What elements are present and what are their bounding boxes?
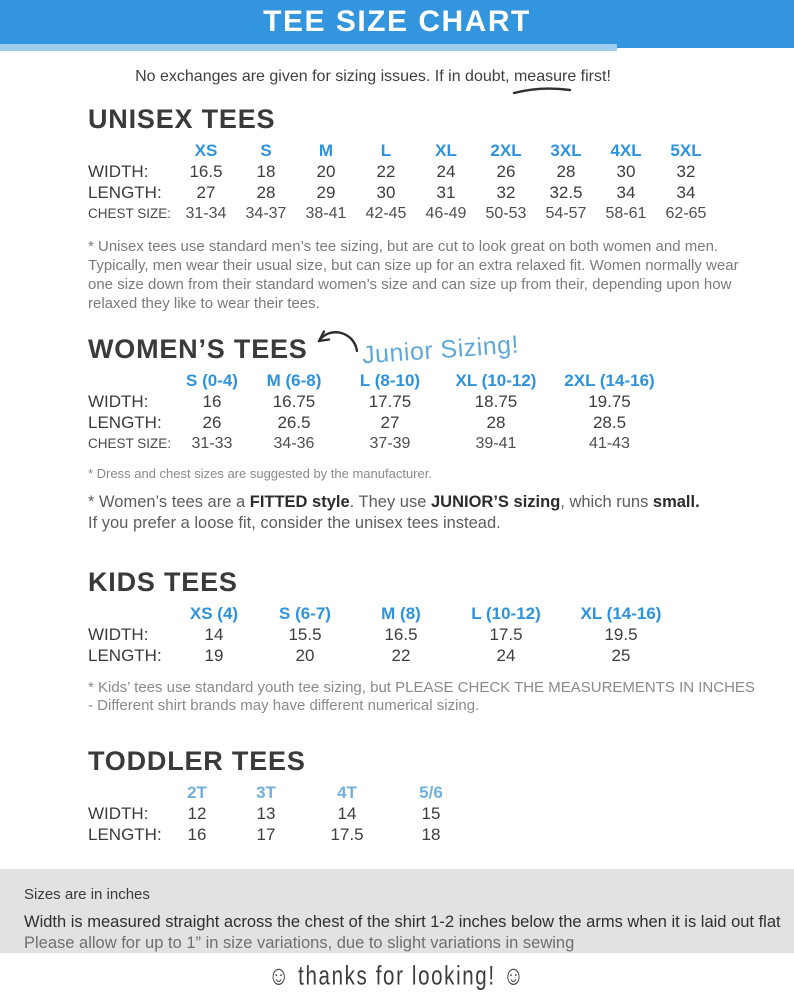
size-value-cell: 17.75 [368, 392, 412, 411]
unisex-section [88, 104, 794, 313]
size-value-cell: 58-61 [605, 205, 647, 222]
note-line: - Different shirt brands may have different numerical sizing. [88, 697, 480, 714]
size-value-cell: 16 [202, 392, 222, 411]
size-value-cell: 22 [376, 162, 396, 181]
size-value-cell: 25 [611, 646, 631, 665]
note-text: , which runs [560, 493, 653, 511]
column-header: XL [435, 141, 457, 160]
column-header: 4T [337, 783, 357, 802]
kids-note [88, 679, 794, 715]
size-value-cell: 32.5 [549, 183, 583, 202]
size-row [88, 391, 667, 412]
womens-size-table [88, 370, 667, 454]
column-header: 5/6 [419, 783, 443, 802]
accent-strip-left [0, 44, 617, 51]
size-value-cell: 42-45 [365, 205, 407, 222]
size-value-cell: 28 [486, 413, 506, 432]
chart-content [0, 104, 794, 845]
size-value-cell: 32 [496, 183, 516, 202]
column-header: 2XL [490, 141, 522, 160]
note-text: If you prefer a loose fit, consider the unisex tees instead. [88, 514, 501, 532]
size-value-cell: 20 [295, 646, 315, 665]
underline-swoosh-icon [511, 86, 573, 95]
size-value-cell: 22 [391, 646, 411, 665]
kids-section-title: KIDS TEES [88, 567, 238, 597]
column-header-row [88, 603, 674, 624]
notice-emphasis [514, 68, 576, 86]
size-row [88, 645, 674, 666]
size-value-cell: 34-37 [245, 205, 287, 222]
row-label: LENGTH: [88, 825, 162, 844]
size-value-cell: 28 [556, 162, 576, 181]
womens-heading-row [88, 330, 794, 370]
note-bold-text: JUNIOR’S sizing [431, 493, 561, 511]
column-header: M (6-8) [266, 371, 322, 390]
note-line: one size down from their standard women’s size and can size up from their, depending upon how [88, 276, 732, 293]
corner-cell [88, 782, 168, 803]
size-value-cell: 19 [204, 646, 224, 665]
column-header-row [88, 370, 667, 391]
size-value-cell: 17 [256, 825, 276, 844]
thanks-message [0, 962, 794, 991]
kids-section [88, 567, 794, 715]
note-line: relaxed they like to wear their tees. [88, 295, 320, 312]
womens-section [88, 330, 794, 534]
size-value-cell: 24 [496, 646, 516, 665]
row-label: LENGTH: [88, 183, 162, 202]
size-value-cell: 38-41 [305, 205, 347, 222]
size-value-cell: 18 [421, 825, 441, 844]
size-value-cell: 18 [256, 162, 276, 181]
column-header-row [88, 140, 716, 161]
corner-cell [88, 140, 176, 161]
column-header: 3XL [550, 141, 582, 160]
column-header: 5XL [670, 141, 702, 160]
header-accent-strip [0, 44, 794, 52]
size-value-cell: 12 [187, 804, 207, 823]
note-bold-text: FITTED style [249, 493, 350, 511]
size-value-cell: 62-65 [665, 205, 707, 222]
notice-suffix: first! [576, 68, 611, 85]
note-line: * Kids’ tees use standard youth tee sizing, but PLEASE CHECK THE MEASUREMENTS IN INCHES [88, 679, 755, 696]
size-value-cell: 31 [436, 183, 456, 202]
size-value-cell: 26 [496, 162, 516, 181]
size-value-cell: 14 [337, 804, 357, 823]
size-value-cell: 16.5 [189, 162, 223, 181]
size-value-cell: 17.5 [330, 825, 364, 844]
thanks-text: ☺ thanks for looking! ☺ [268, 960, 526, 992]
footer-line: Width is measured straight across the chest of the shirt 1-2 inches below the arms when it is laid out flat [24, 913, 781, 931]
note-text: . They use [349, 493, 431, 511]
size-value-cell: 15 [421, 804, 441, 823]
row-label: CHEST SIZE: [88, 436, 172, 451]
size-value-cell: 31-34 [185, 205, 227, 222]
row-label: WIDTH: [88, 162, 149, 181]
size-row [88, 182, 716, 203]
column-header: M [318, 141, 334, 160]
column-header: 2T [187, 783, 207, 802]
size-value-cell: 29 [316, 183, 336, 202]
column-header: 2XL (14-16) [564, 371, 655, 390]
column-header: XS (4) [189, 604, 239, 623]
size-value-cell: 27 [380, 413, 400, 432]
junior-sizing-annotation: Junior Sizing! [360, 330, 520, 370]
size-value-cell: 46-49 [425, 205, 467, 222]
size-row [88, 824, 474, 845]
size-value-cell: 19.75 [588, 392, 631, 411]
header-bar [0, 0, 794, 44]
size-value-cell: 50-53 [485, 205, 527, 222]
footer-line: Sizes are in inches [24, 886, 150, 903]
footer-line: Please allow for up to 1” in size variations, due to slight variations in sewing [24, 934, 575, 952]
size-value-cell: 37-39 [369, 435, 411, 452]
column-header: S [260, 141, 272, 160]
size-value-cell: 27 [196, 183, 216, 202]
size-value-cell: 16.75 [272, 392, 316, 411]
womens-section-title: WOMEN’S TEES [88, 334, 308, 364]
column-header: 3T [256, 783, 276, 802]
size-value-cell: 28 [256, 183, 276, 202]
toddler-section-title: TODDLER TEES [88, 746, 306, 776]
size-value-cell: 30 [376, 183, 396, 202]
note-bold-text: small. [652, 493, 700, 511]
size-value-cell: 15.5 [288, 625, 322, 644]
size-value-cell: 34 [676, 183, 696, 202]
measurement-footer [0, 869, 794, 953]
toddler-section [88, 746, 794, 845]
column-header: L (8-10) [359, 371, 421, 390]
size-value-cell: 34 [616, 183, 636, 202]
size-row [88, 203, 716, 224]
row-label: CHEST SIZE: [88, 206, 172, 221]
size-value-cell: 14 [204, 625, 224, 644]
column-header: XL (10-12) [455, 371, 537, 390]
womens-manufacturer-note: * Dress and chest sizes are suggested by the manufacturer. [88, 466, 432, 481]
accent-strip-right [617, 44, 794, 48]
page-title: TEE SIZE CHART [263, 5, 531, 38]
size-value-cell: 41-43 [589, 435, 630, 452]
size-value-cell: 31-33 [191, 435, 233, 452]
corner-cell [88, 603, 176, 624]
column-header-row [88, 782, 474, 803]
womens-fitted-note [88, 492, 794, 534]
notice-emphasis-text: measure [513, 68, 577, 85]
row-label: WIDTH: [88, 625, 149, 644]
size-row [88, 412, 667, 433]
size-value-cell: 16.5 [384, 625, 418, 644]
column-header: L (10-12) [471, 604, 541, 623]
size-value-cell: 24 [436, 162, 456, 181]
notice-text: No exchanges are given for sizing issues. If in doubt, [135, 68, 514, 85]
size-value-cell: 32 [676, 162, 696, 181]
size-row [88, 161, 716, 182]
unisex-note [88, 237, 794, 313]
column-header: 4XL [610, 141, 642, 160]
size-value-cell: 18.75 [474, 392, 518, 411]
unisex-section-title: UNISEX TEES [88, 104, 276, 134]
note-text: * Women’s tees are a [88, 493, 250, 511]
corner-cell [88, 370, 176, 391]
column-header: S (6-7) [279, 604, 331, 623]
column-header: L [380, 141, 392, 160]
size-value-cell: 26.5 [277, 413, 311, 432]
kids-size-table [88, 603, 674, 666]
size-value-cell: 17.5 [489, 625, 523, 644]
note-line: Typically, men wear their usual size, but can size up for an extra relaxed fit. Women normally wear [88, 257, 739, 274]
toddler-size-table [88, 782, 474, 845]
size-value-cell: 16 [187, 825, 207, 844]
no-exchange-notice [0, 68, 794, 86]
size-row [88, 803, 474, 824]
row-label: WIDTH: [88, 392, 149, 411]
size-value-cell: 30 [616, 162, 636, 181]
row-label: LENGTH: [88, 413, 162, 432]
size-value-cell: 39-41 [475, 435, 517, 452]
row-label: LENGTH: [88, 646, 162, 665]
row-label: WIDTH: [88, 804, 149, 823]
size-value-cell: 19.5 [604, 625, 638, 644]
size-value-cell: 28.5 [592, 413, 627, 432]
curved-arrow-icon [312, 324, 360, 356]
unisex-size-table [88, 140, 716, 224]
column-header: S (0-4) [186, 371, 238, 390]
size-row [88, 433, 667, 454]
column-header: M (8) [381, 604, 421, 623]
size-value-cell: 13 [256, 804, 276, 823]
size-value-cell: 54-57 [545, 205, 587, 222]
size-row [88, 624, 674, 645]
column-header: XL (14-16) [580, 604, 662, 623]
column-header: XS [194, 141, 218, 160]
size-value-cell: 26 [202, 413, 222, 432]
note-line: * Unisex tees use standard men’s tee sizing, but are cut to look great on both women and men. [88, 238, 719, 255]
size-value-cell: 20 [316, 162, 336, 181]
size-value-cell: 34-36 [273, 435, 315, 452]
